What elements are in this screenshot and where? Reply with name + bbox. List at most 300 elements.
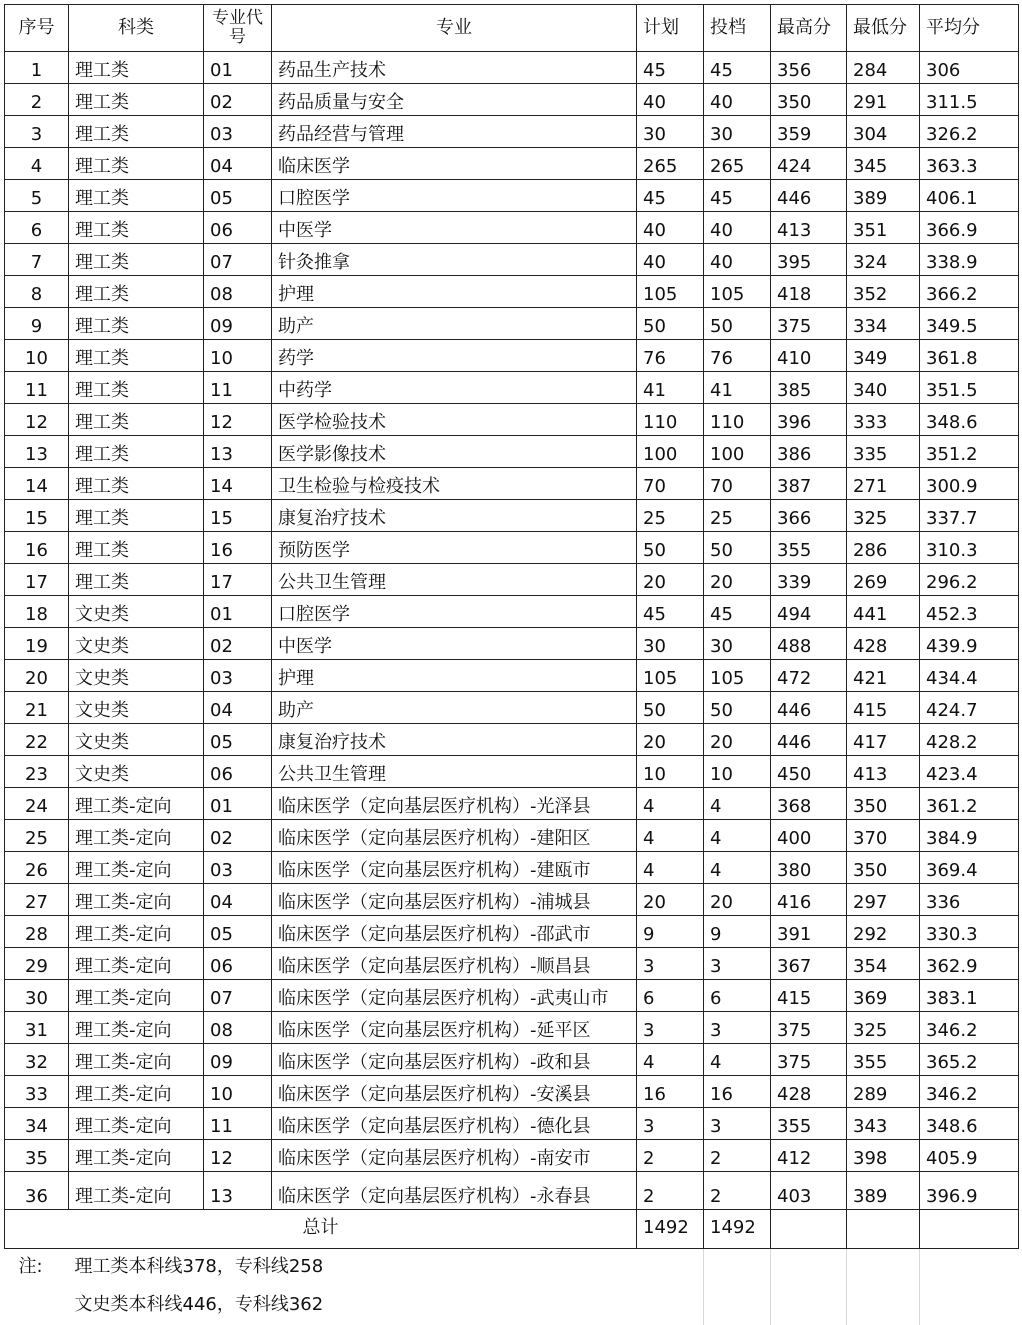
row-filed: 4 <box>704 788 771 820</box>
row-index: 12 <box>5 404 69 436</box>
row-min: 325 <box>847 500 920 532</box>
row-filed: 40 <box>704 212 771 244</box>
header-category: 科类 <box>69 5 204 52</box>
row-category: 文史类 <box>69 628 204 660</box>
row-category: 文史类 <box>69 756 204 788</box>
row-index: 30 <box>5 980 69 1012</box>
total-empty-max <box>771 1210 847 1249</box>
row-category: 理工类 <box>69 212 204 244</box>
row-max: 355 <box>771 1108 847 1140</box>
row-index: 11 <box>5 372 69 404</box>
row-max: 418 <box>771 276 847 308</box>
row-max: 415 <box>771 980 847 1012</box>
row-code: 02 <box>204 820 272 852</box>
row-plan: 45 <box>637 596 704 628</box>
row-filed: 25 <box>704 500 771 532</box>
row-filed: 100 <box>704 436 771 468</box>
row-min: 284 <box>847 52 920 84</box>
row-max: 400 <box>771 820 847 852</box>
row-avg: 365.2 <box>920 1044 1019 1076</box>
row-major: 药学 <box>272 340 637 372</box>
row-category: 理工类-定向 <box>69 980 204 1012</box>
table-row <box>5 116 1019 148</box>
row-min: 428 <box>847 628 920 660</box>
row-plan: 265 <box>637 148 704 180</box>
row-max: 494 <box>771 596 847 628</box>
row-code: 07 <box>204 244 272 276</box>
row-category: 理工类-定向 <box>69 948 204 980</box>
row-min: 345 <box>847 148 920 180</box>
row-code: 11 <box>204 372 272 404</box>
row-code: 07 <box>204 980 272 1012</box>
row-code: 14 <box>204 468 272 500</box>
table-row <box>5 276 1019 308</box>
row-code: 08 <box>204 276 272 308</box>
row-min: 334 <box>847 308 920 340</box>
row-filed: 4 <box>704 1044 771 1076</box>
row-plan: 20 <box>637 724 704 756</box>
row-filed: 30 <box>704 116 771 148</box>
row-code: 03 <box>204 116 272 148</box>
row-min: 324 <box>847 244 920 276</box>
row-category: 文史类 <box>69 692 204 724</box>
row-category: 理工类-定向 <box>69 884 204 916</box>
row-index: 25 <box>5 820 69 852</box>
row-index: 4 <box>5 148 69 180</box>
row-max: 412 <box>771 1140 847 1172</box>
row-plan: 76 <box>637 340 704 372</box>
row-major: 口腔医学 <box>272 180 637 212</box>
row-avg: 363.3 <box>920 148 1019 180</box>
row-major: 护理 <box>272 660 637 692</box>
row-min: 370 <box>847 820 920 852</box>
header-avg: 平均分 <box>920 5 1019 52</box>
row-category: 理工类 <box>69 84 204 116</box>
row-avg: 336 <box>920 884 1019 916</box>
row-index: 19 <box>5 628 69 660</box>
row-min: 351 <box>847 212 920 244</box>
row-avg: 348.6 <box>920 404 1019 436</box>
header-major: 专业 <box>272 5 637 52</box>
row-plan: 16 <box>637 1076 704 1108</box>
row-major: 临床医学 <box>272 148 637 180</box>
row-code: 10 <box>204 340 272 372</box>
row-max: 380 <box>771 852 847 884</box>
row-major: 中医学 <box>272 628 637 660</box>
row-major: 药品生产技术 <box>272 52 637 84</box>
row-code: 12 <box>204 1140 272 1172</box>
table-row <box>5 788 1019 820</box>
row-index: 14 <box>5 468 69 500</box>
table-row <box>5 308 1019 340</box>
row-code: 09 <box>204 1044 272 1076</box>
row-max: 385 <box>771 372 847 404</box>
row-filed: 3 <box>704 1012 771 1044</box>
row-avg: 384.9 <box>920 820 1019 852</box>
row-avg: 330.3 <box>920 916 1019 948</box>
table-row <box>5 372 1019 404</box>
row-plan: 50 <box>637 532 704 564</box>
row-category: 理工类-定向 <box>69 1140 204 1172</box>
row-filed: 4 <box>704 820 771 852</box>
row-index: 2 <box>5 84 69 116</box>
row-max: 375 <box>771 308 847 340</box>
row-plan: 2 <box>637 1140 704 1172</box>
row-index: 22 <box>5 724 69 756</box>
row-category: 理工类 <box>69 372 204 404</box>
row-category: 理工类-定向 <box>69 1108 204 1140</box>
row-category: 理工类-定向 <box>69 916 204 948</box>
row-filed: 105 <box>704 276 771 308</box>
row-avg: 369.4 <box>920 852 1019 884</box>
row-min: 352 <box>847 276 920 308</box>
row-plan: 3 <box>637 1108 704 1140</box>
row-avg: 351.5 <box>920 372 1019 404</box>
admission-table <box>4 4 1019 1325</box>
row-plan: 4 <box>637 820 704 852</box>
row-avg: 296.2 <box>920 564 1019 596</box>
table-row <box>5 724 1019 756</box>
row-filed: 4 <box>704 852 771 884</box>
table-row <box>5 468 1019 500</box>
row-max: 446 <box>771 724 847 756</box>
row-major: 口腔医学 <box>272 596 637 628</box>
row-index: 18 <box>5 596 69 628</box>
table-row <box>5 532 1019 564</box>
row-max: 350 <box>771 84 847 116</box>
row-avg: 311.5 <box>920 84 1019 116</box>
table-row <box>5 564 1019 596</box>
row-min: 271 <box>847 468 920 500</box>
row-filed: 265 <box>704 148 771 180</box>
row-code: 13 <box>204 1172 272 1210</box>
header-index: 序号 <box>5 5 69 52</box>
row-avg: 346.2 <box>920 1076 1019 1108</box>
row-min: 398 <box>847 1140 920 1172</box>
table-row <box>5 340 1019 372</box>
row-index: 1 <box>5 52 69 84</box>
row-plan: 40 <box>637 244 704 276</box>
row-category: 理工类-定向 <box>69 1172 204 1210</box>
row-filed: 40 <box>704 84 771 116</box>
table-row <box>5 628 1019 660</box>
row-category: 理工类-定向 <box>69 1044 204 1076</box>
row-code: 01 <box>204 788 272 820</box>
row-category: 文史类 <box>69 660 204 692</box>
row-avg: 349.5 <box>920 308 1019 340</box>
row-major: 临床医学（定向基层医疗机构）-邵武市 <box>272 916 637 948</box>
row-max: 386 <box>771 436 847 468</box>
row-min: 297 <box>847 884 920 916</box>
row-min: 417 <box>847 724 920 756</box>
row-major: 中药学 <box>272 372 637 404</box>
row-index: 26 <box>5 852 69 884</box>
row-avg: 423.4 <box>920 756 1019 788</box>
row-avg: 424.7 <box>920 692 1019 724</box>
row-major: 药品经营与管理 <box>272 116 637 148</box>
header-max: 最高分 <box>771 5 847 52</box>
row-min: 389 <box>847 180 920 212</box>
table-row <box>5 948 1019 980</box>
row-max: 472 <box>771 660 847 692</box>
row-index: 29 <box>5 948 69 980</box>
row-major: 临床医学（定向基层医疗机构）-浦城县 <box>272 884 637 916</box>
table-row <box>5 212 1019 244</box>
row-plan: 4 <box>637 1044 704 1076</box>
row-avg: 351.2 <box>920 436 1019 468</box>
row-major: 临床医学（定向基层医疗机构）-建瓯市 <box>272 852 637 884</box>
row-filed: 40 <box>704 244 771 276</box>
row-plan: 100 <box>637 436 704 468</box>
row-max: 424 <box>771 148 847 180</box>
table-row <box>5 1076 1019 1108</box>
row-min: 421 <box>847 660 920 692</box>
row-min: 349 <box>847 340 920 372</box>
row-category: 理工类 <box>69 148 204 180</box>
row-plan: 2 <box>637 1172 704 1210</box>
row-index: 5 <box>5 180 69 212</box>
table-row <box>5 180 1019 212</box>
row-major: 医学检验技术 <box>272 404 637 436</box>
row-max: 339 <box>771 564 847 596</box>
row-plan: 3 <box>637 948 704 980</box>
row-code: 04 <box>204 692 272 724</box>
row-code: 12 <box>204 404 272 436</box>
row-min: 289 <box>847 1076 920 1108</box>
row-min: 304 <box>847 116 920 148</box>
row-major: 护理 <box>272 276 637 308</box>
row-avg: 439.9 <box>920 628 1019 660</box>
row-filed: 2 <box>704 1140 771 1172</box>
row-index: 6 <box>5 212 69 244</box>
row-index: 27 <box>5 884 69 916</box>
table-row <box>5 916 1019 948</box>
row-plan: 30 <box>637 628 704 660</box>
row-filed: 9 <box>704 916 771 948</box>
row-avg: 452.3 <box>920 596 1019 628</box>
row-major: 临床医学（定向基层医疗机构）-顺昌县 <box>272 948 637 980</box>
row-filed: 16 <box>704 1076 771 1108</box>
table-row <box>5 884 1019 916</box>
row-category: 理工类 <box>69 276 204 308</box>
row-max: 450 <box>771 756 847 788</box>
row-min: 354 <box>847 948 920 980</box>
row-plan: 30 <box>637 116 704 148</box>
table-row <box>5 756 1019 788</box>
row-plan: 20 <box>637 884 704 916</box>
row-plan: 45 <box>637 52 704 84</box>
row-plan: 45 <box>637 180 704 212</box>
row-category: 文史类 <box>69 724 204 756</box>
row-index: 13 <box>5 436 69 468</box>
row-major: 临床医学（定向基层医疗机构）-德化县 <box>272 1108 637 1140</box>
row-code: 17 <box>204 564 272 596</box>
row-code: 05 <box>204 724 272 756</box>
table-row <box>5 980 1019 1012</box>
row-max: 355 <box>771 532 847 564</box>
table-row <box>5 500 1019 532</box>
header-min: 最低分 <box>847 5 920 52</box>
table-row <box>5 660 1019 692</box>
table-row <box>5 596 1019 628</box>
row-code: 04 <box>204 884 272 916</box>
total-plan: 1492 <box>637 1210 704 1249</box>
row-filed: 76 <box>704 340 771 372</box>
row-plan: 10 <box>637 756 704 788</box>
row-category: 理工类 <box>69 468 204 500</box>
row-code: 05 <box>204 180 272 212</box>
row-code: 15 <box>204 500 272 532</box>
row-max: 488 <box>771 628 847 660</box>
row-major: 临床医学（定向基层医疗机构）-武夷山市 <box>272 980 637 1012</box>
row-max: 375 <box>771 1012 847 1044</box>
row-plan: 41 <box>637 372 704 404</box>
row-filed: 50 <box>704 308 771 340</box>
row-code: 11 <box>204 1108 272 1140</box>
row-major: 康复治疗技术 <box>272 500 637 532</box>
row-code: 09 <box>204 308 272 340</box>
row-code: 06 <box>204 948 272 980</box>
row-code: 02 <box>204 84 272 116</box>
row-category: 理工类-定向 <box>69 788 204 820</box>
row-major: 药品质量与安全 <box>272 84 637 116</box>
row-plan: 9 <box>637 916 704 948</box>
row-max: 375 <box>771 1044 847 1076</box>
row-major: 公共卫生管理 <box>272 756 637 788</box>
total-filed: 1492 <box>704 1210 771 1249</box>
row-filed: 45 <box>704 596 771 628</box>
row-major: 临床医学（定向基层医疗机构）-南安市 <box>272 1140 637 1172</box>
row-max: 368 <box>771 788 847 820</box>
row-index: 31 <box>5 1012 69 1044</box>
row-avg: 434.4 <box>920 660 1019 692</box>
row-filed: 70 <box>704 468 771 500</box>
row-index: 36 <box>5 1172 69 1210</box>
row-max: 359 <box>771 116 847 148</box>
header-filed: 投档 <box>704 5 771 52</box>
row-avg: 337.7 <box>920 500 1019 532</box>
row-avg: 361.2 <box>920 788 1019 820</box>
row-index: 23 <box>5 756 69 788</box>
row-category: 理工类 <box>69 308 204 340</box>
row-plan: 4 <box>637 852 704 884</box>
row-filed: 10 <box>704 756 771 788</box>
row-filed: 110 <box>704 404 771 436</box>
row-min: 333 <box>847 404 920 436</box>
row-filed: 50 <box>704 692 771 724</box>
row-min: 350 <box>847 788 920 820</box>
row-code: 06 <box>204 756 272 788</box>
row-avg: 346.2 <box>920 1012 1019 1044</box>
row-category: 理工类 <box>69 436 204 468</box>
row-category: 理工类 <box>69 340 204 372</box>
row-code: 16 <box>204 532 272 564</box>
note-line-2: 文史类本科线446，专科线362 <box>74 1294 324 1315</box>
spreadsheet <box>4 4 1018 1325</box>
row-avg: 366.2 <box>920 276 1019 308</box>
table-row <box>5 1012 1019 1044</box>
row-category: 理工类 <box>69 52 204 84</box>
row-category: 理工类-定向 <box>69 1076 204 1108</box>
row-major: 临床医学（定向基层医疗机构）-政和县 <box>272 1044 637 1076</box>
table-row <box>5 1108 1019 1140</box>
row-index: 17 <box>5 564 69 596</box>
row-major: 中医学 <box>272 212 637 244</box>
row-index: 34 <box>5 1108 69 1140</box>
row-avg: 306 <box>920 52 1019 84</box>
row-filed: 45 <box>704 180 771 212</box>
row-min: 350 <box>847 852 920 884</box>
row-filed: 50 <box>704 532 771 564</box>
table-row <box>5 52 1019 84</box>
row-plan: 40 <box>637 212 704 244</box>
row-code: 06 <box>204 212 272 244</box>
row-index: 32 <box>5 1044 69 1076</box>
table-row <box>5 244 1019 276</box>
row-filed: 2 <box>704 1172 771 1210</box>
row-index: 20 <box>5 660 69 692</box>
table-row <box>5 148 1019 180</box>
row-min: 355 <box>847 1044 920 1076</box>
row-filed: 3 <box>704 1108 771 1140</box>
table-row <box>5 1172 1019 1210</box>
row-avg: 338.9 <box>920 244 1019 276</box>
table-row <box>5 820 1019 852</box>
row-index: 15 <box>5 500 69 532</box>
row-category: 文史类 <box>69 596 204 628</box>
row-code: 01 <box>204 52 272 84</box>
header-row <box>5 5 1019 52</box>
row-category: 理工类 <box>69 500 204 532</box>
row-plan: 3 <box>637 1012 704 1044</box>
row-max: 366 <box>771 500 847 532</box>
table-row <box>5 1140 1019 1172</box>
row-max: 428 <box>771 1076 847 1108</box>
row-category: 理工类 <box>69 564 204 596</box>
row-filed: 41 <box>704 372 771 404</box>
table-row <box>5 852 1019 884</box>
row-index: 28 <box>5 916 69 948</box>
row-code: 02 <box>204 628 272 660</box>
row-filed: 20 <box>704 564 771 596</box>
row-major: 临床医学（定向基层医疗机构）-光泽县 <box>272 788 637 820</box>
row-major: 临床医学（定向基层医疗机构）-永春县 <box>272 1172 637 1210</box>
row-min: 441 <box>847 596 920 628</box>
row-category: 理工类 <box>69 404 204 436</box>
row-min: 389 <box>847 1172 920 1210</box>
row-max: 391 <box>771 916 847 948</box>
row-max: 387 <box>771 468 847 500</box>
table-row <box>5 692 1019 724</box>
row-major: 临床医学（定向基层医疗机构）-建阳区 <box>272 820 637 852</box>
row-major: 针灸推拿 <box>272 244 637 276</box>
row-code: 04 <box>204 148 272 180</box>
row-avg: 396.9 <box>920 1172 1019 1210</box>
row-category: 理工类-定向 <box>69 820 204 852</box>
row-avg: 405.9 <box>920 1140 1019 1172</box>
row-min: 325 <box>847 1012 920 1044</box>
row-plan: 110 <box>637 404 704 436</box>
row-avg: 326.2 <box>920 116 1019 148</box>
row-category: 理工类 <box>69 116 204 148</box>
row-index: 9 <box>5 308 69 340</box>
table-row <box>5 1044 1019 1076</box>
note-label: 注: <box>18 1256 43 1277</box>
row-avg: 310.3 <box>920 532 1019 564</box>
total-row <box>5 1210 1019 1249</box>
row-category: 理工类 <box>69 244 204 276</box>
row-max: 367 <box>771 948 847 980</box>
